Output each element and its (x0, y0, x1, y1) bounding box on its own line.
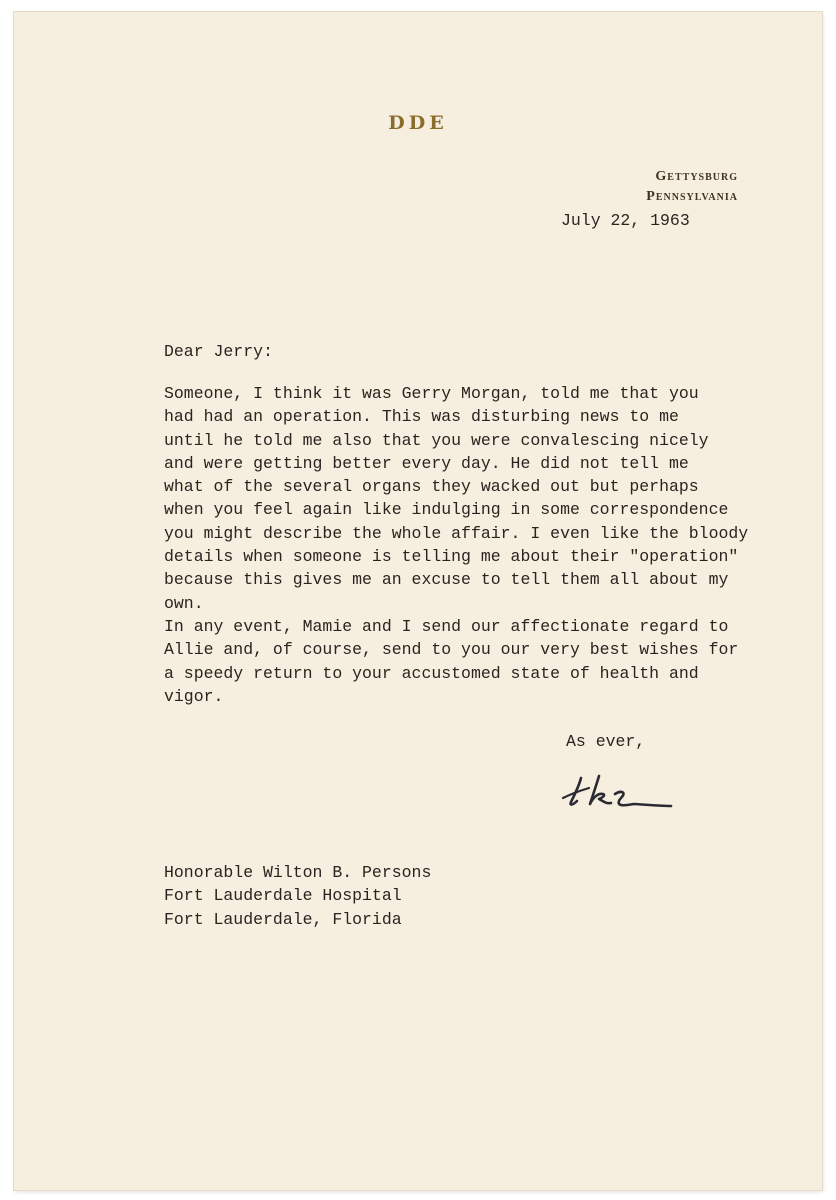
body-line: when you feel again like indulging in some correspondence (164, 500, 729, 520)
body-line: In any event, Mamie and I send our affectionate regard to (164, 617, 729, 636)
body-line: Allie and, of course, send to you our very best wishes for (164, 640, 739, 660)
recipient-institution: Fort Lauderdale Hospital (164, 886, 402, 906)
body-line: details when someone is telling me about their "operation" (164, 547, 739, 567)
body-line: had had an operation. This was disturbing news to me (164, 407, 679, 427)
body-line: because this gives me an excuse to tell them all about my (164, 570, 729, 590)
letter-date: July 22, 1963 (561, 211, 690, 230)
body-line: vigor. (164, 686, 224, 706)
recipient-address (164, 861, 431, 931)
body-line: and were getting better every day. He did not tell me (164, 453, 689, 473)
body-line: own. (164, 593, 204, 613)
body-line: what of the several organs they wacked out but perhaps (164, 477, 699, 497)
letterhead-city: Gettysburg (655, 169, 738, 184)
letter-sheet (14, 12, 822, 1190)
body-paragraph-2 (164, 615, 764, 708)
body-line: a speedy return to your accustomed state of health and (164, 663, 699, 683)
recipient-name: Honorable Wilton B. Persons (164, 863, 432, 882)
letterhead-monogram: DDE (388, 112, 448, 134)
body-line: you might describe the whole affair. I even like the bloody (164, 523, 749, 543)
letterhead-state: Pennsylvania (646, 189, 738, 204)
body-line: until he told me also that you were convalescing nicely (164, 430, 709, 450)
body-line: Someone, I think it was Gerry Morgan, told me that you (164, 384, 699, 403)
body-paragraph-1 (164, 382, 764, 615)
recipient-location: Fort Lauderdale, Florida (164, 909, 402, 929)
salutation: Dear Jerry: (164, 342, 273, 361)
closing: As ever, (566, 732, 646, 751)
handwritten-signature (559, 764, 679, 819)
